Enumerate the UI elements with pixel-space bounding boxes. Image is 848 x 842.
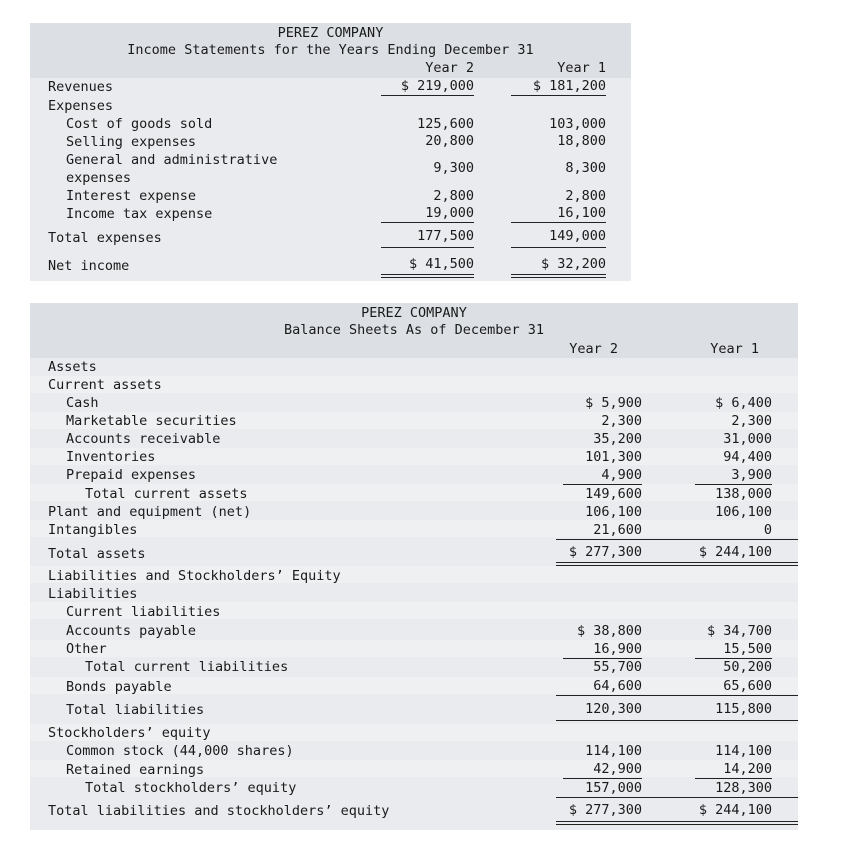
balance-row-label: Stockholders’ equity [48, 725, 211, 741]
underline [695, 484, 772, 485]
balance-row-label: Total liabilities and stockholders’ equity [48, 803, 390, 819]
balance-title: Balance Sheets As of December 31 [283, 322, 545, 338]
balance-row-label: Liabilities [48, 586, 138, 602]
underline [511, 222, 606, 223]
balance-row-y1: 65,600 [723, 678, 772, 694]
balance-row-y1: 0 [763, 522, 772, 538]
income-col-year2: Year 2 [425, 60, 474, 76]
balance-row-y2: $ 38,800 [576, 623, 642, 639]
balance-row-y2: 21,600 [593, 522, 642, 538]
income-row-y1: 103,000 [549, 116, 606, 132]
underline [563, 778, 642, 779]
underline [563, 484, 642, 485]
income-row-label: Revenues [48, 79, 114, 95]
income-row-y1: 8,300 [565, 160, 606, 176]
income-row-y1: 18,800 [557, 133, 606, 149]
double-underline [556, 821, 798, 825]
balance-row-label: Cash [66, 395, 99, 411]
income-title: Income Statements for the Years Ending December 31 [127, 42, 534, 58]
balance-row-y2: 149,600 [585, 486, 642, 502]
double-underline [511, 274, 606, 278]
income-row-y2: 20,800 [425, 133, 474, 149]
balance-row-label: Intangibles [48, 522, 138, 538]
balance-row-y1: 114,100 [715, 743, 772, 759]
underline [556, 797, 798, 798]
income-row-y2: $ 41,500 [408, 256, 474, 272]
balance-row-y2: 4,900 [601, 467, 642, 483]
balance-row-label: Common stock (44,000 shares) [66, 743, 294, 759]
balance-row-y1: $ 6,400 [715, 395, 772, 411]
income-row-label: Cost of goods sold [66, 116, 213, 132]
balance-row-y1: 31,000 [723, 431, 772, 447]
balance-row-y2: $ 5,900 [585, 395, 642, 411]
balance-row-y2: 42,900 [593, 761, 642, 777]
underline [556, 695, 798, 696]
balance-row-y1: $ 34,700 [706, 623, 772, 639]
income-row-y1: 16,100 [557, 205, 606, 221]
income-row-y2: 125,600 [417, 116, 474, 132]
income-row-y1: $ 32,200 [540, 256, 606, 272]
balance-row-label: Accounts payable [66, 623, 197, 639]
balance-row-y1: 94,400 [723, 449, 772, 465]
balance-row-label: Bonds payable [66, 679, 172, 695]
income-row-y2: 2,800 [433, 188, 474, 204]
income-row-label: General and administrative [66, 152, 278, 168]
income-row-y2: 9,300 [433, 160, 474, 176]
income-row-y2: $ 219,000 [400, 78, 474, 94]
balance-row-label: Liabilities and Stockholders’ Equity [48, 568, 341, 584]
underline [381, 247, 474, 248]
underline [695, 778, 772, 779]
balance-row-y2: 157,000 [585, 780, 642, 796]
underline [381, 95, 474, 96]
balance-row-y2: 35,200 [593, 431, 642, 447]
balance-row-label: Plant and equipment (net) [48, 504, 252, 520]
balance-row-y2: $ 277,300 [568, 802, 642, 818]
underline [556, 539, 798, 540]
income-row-y2: 177,500 [417, 228, 474, 244]
balance-row-label: Total current liabilities [85, 659, 289, 675]
balance-row-y1: 128,300 [715, 780, 772, 796]
balance-row-y1: 3,900 [731, 467, 772, 483]
income-row-label: Net income [48, 258, 130, 274]
underline [556, 720, 798, 721]
balance-row-label: Current liabilities [66, 604, 221, 620]
balance-row-label: Prepaid expenses [66, 467, 197, 483]
balance-row-y2: 16,900 [593, 641, 642, 657]
balance-row-label: Other [66, 641, 107, 657]
income-row-label: Selling expenses [66, 134, 197, 150]
balance-col-year1: Year 1 [710, 341, 759, 357]
income-row-y1: $ 181,200 [532, 78, 606, 94]
balance-row-y1: 2,300 [731, 413, 772, 429]
balance-row-y2: 120,300 [585, 701, 642, 717]
balance-row-y2: 114,100 [585, 743, 642, 759]
balance-row-label: Marketable securities [66, 413, 237, 429]
income-row-label-cont: expenses [66, 170, 132, 186]
balance-row-y1: $ 244,100 [698, 802, 772, 818]
balance-col-year2: Year 2 [569, 341, 618, 357]
balance-row-label: Total current assets [85, 486, 248, 502]
balance-row-label: Assets [48, 359, 97, 375]
balance-row-y1: 106,100 [715, 504, 772, 520]
balance-row-label: Inventories [66, 449, 156, 465]
balance-row-y1: $ 244,100 [698, 544, 772, 560]
income-row-label: Expenses [48, 98, 114, 114]
balance-row-y2: 2,300 [601, 413, 642, 429]
balance-row-y2: 64,600 [593, 678, 642, 694]
underline [381, 222, 474, 223]
balance-row-label: Total assets [48, 546, 146, 562]
balance-row-y1: 50,200 [723, 659, 772, 675]
balance-row-y2: $ 277,300 [568, 544, 642, 560]
underline [511, 95, 606, 96]
balance-row-label: Accounts receivable [66, 431, 221, 447]
balance-row-y1: 15,500 [723, 641, 772, 657]
income-company: PEREZ COMPANY [277, 25, 384, 41]
income-row-y1: 149,000 [549, 228, 606, 244]
balance-row-y2: 106,100 [585, 504, 642, 520]
income-row-y1: 2,800 [565, 188, 606, 204]
balance-row-y2: 101,300 [585, 449, 642, 465]
double-underline [556, 562, 798, 566]
balance-row-y2: 55,700 [593, 659, 642, 675]
balance-row-label: Total stockholders’ equity [85, 780, 297, 796]
balance-company: PEREZ COMPANY [361, 305, 467, 321]
balance-row-label: Retained earnings [66, 762, 205, 778]
double-underline [381, 274, 474, 278]
income-row-label: Total expenses [48, 230, 162, 246]
income-col-year1: Year 1 [557, 60, 606, 76]
income-row-label: Interest expense [66, 188, 197, 204]
balance-row-label: Current assets [48, 377, 162, 393]
balance-row-y1: 138,000 [715, 486, 772, 502]
income-row-label: Income tax expense [66, 206, 213, 222]
balance-row-y1: 14,200 [723, 761, 772, 777]
underline [511, 247, 606, 248]
income-row-y2: 19,000 [425, 205, 474, 221]
balance-row-label: Total liabilities [66, 702, 205, 718]
balance-row-y1: 115,800 [715, 701, 772, 717]
